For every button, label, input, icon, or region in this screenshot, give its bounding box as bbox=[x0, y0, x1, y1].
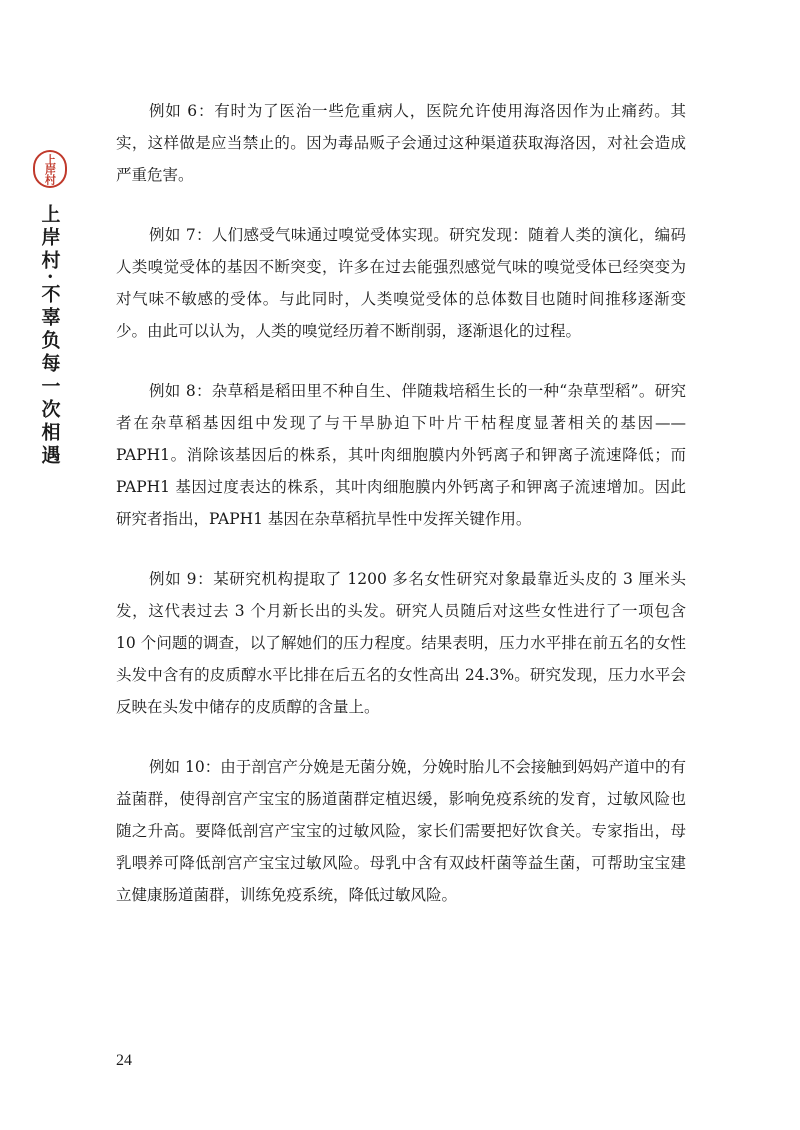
main-content bbox=[116, 95, 686, 939]
example-10-paragraph: 例如 10：由于剖宫产分娩是无菌分娩，分娩时胎儿不会接触到妈妈产道中的有益菌群，使得剖宫产宝宝的肠道菌群定植迟缓，影响免疫系统的发育，过敏风险也随之升高。要降低剖宫产宝宝的过敏风险，家长们需要把好饮食关。专家指出，母乳喂养可降低剖宫产宝宝过敏风险。母乳中含有双歧杆菌等益生菌，可帮助宝宝建立健康肠道菌群，训练免疫系统，降低过敏风险。 bbox=[116, 758, 686, 904]
sidebar-brand bbox=[30, 150, 70, 468]
example-6-paragraph: 例如 6：有时为了医治一些危重病人，医院允许使用海洛因作为止痛药。其实，这样做是应当禁止的。因为毒品贩子会通过这种渠道获取海洛因，对社会造成严重危害。 bbox=[116, 102, 686, 184]
page-number: 24 bbox=[116, 1052, 132, 1069]
example-9-paragraph: 例如 9：某研究机构提取了 1200 多名女性研究对象最靠近头皮的 3 厘米头发，这代表过去 3 个月新长出的头发。研究人员随后对这些女性进行了一项包含 10 个问题的调查，以了解她们的压力程度。结果表明，压力水平排在前五名的女性头发中含有的皮质醇水平比排在后五名的女性高出 24.3%。研究发现，压力水平会反映在头发中储存的皮质醇的含量上。 bbox=[116, 570, 686, 716]
seal-text: 上岸村 bbox=[43, 154, 57, 184]
sidebar-vertical-title: 上岸村·不辜负每一次相遇 bbox=[38, 204, 61, 468]
example-7-paragraph: 例如 7：人们感受气味通过嗅觉受体实现。研究发现：随着人类的演化，编码人类嗅觉受体的基因不断突变，许多在过去能强烈感觉气味的嗅觉受体已经突变为对气味不敏感的受体。与此同时，人类嗅觉受体的总体数目也随时间推移逐渐变少。由此可以认为，人类的嗅觉经历着不断削弱，逐渐退化的过程。 bbox=[116, 226, 686, 340]
seal-logo bbox=[33, 150, 67, 188]
example-8-paragraph: 例如 8：杂草稻是稻田里不种自生、伴随栽培稻生长的一种“杂草型稻”。研究者在杂草稻基因组中发现了与干旱胁迫下叶片干枯程度显著相关的基因——PAPH1。消除该基因后的株系，其叶肉细胞膜内外钙离子和钾离子流速降低；而PAPH1 基因过度表达的株系，其叶肉细胞膜内外钙离子和钾离子流速增加。因此研究者指出，PAPH1 基因在杂草稻抗旱性中发挥关键作用。 bbox=[116, 382, 686, 528]
